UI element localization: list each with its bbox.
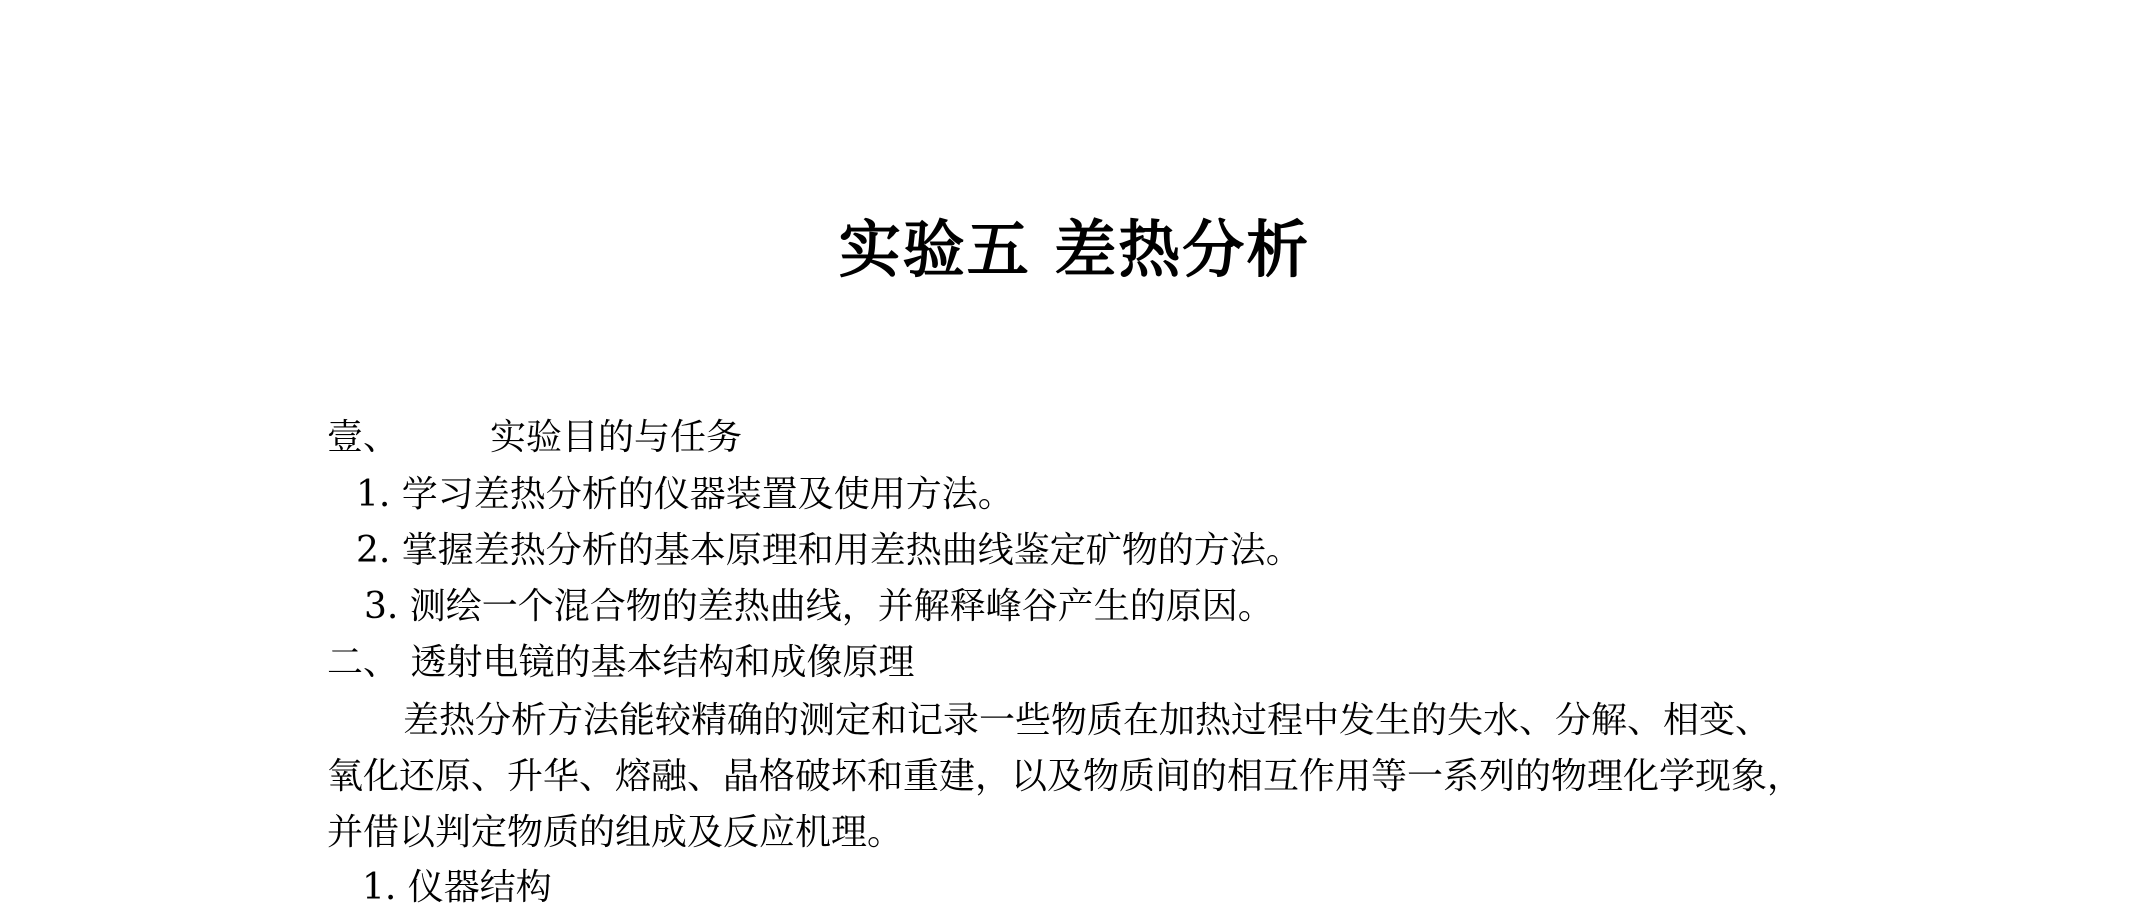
section-1-heading: 实验目的与任务 [490,417,743,458]
paragraph-line-3: 并借以判定物质的组成及反应机理。 [327,812,904,853]
section-2-heading: 二、 透射电镜的基本结构和成像原理 [327,642,915,683]
objective-item-1: 1. 学习差热分析的仪器装置及使用方法。 [356,474,1014,515]
objective-item-2: 2. 掌握差热分析的基本原理和用差热曲线鉴定矿物的方法。 [356,530,1302,571]
subsection-heading: 1. 仪器结构 [362,867,552,908]
objective-item-3: 3. 测绘一个混合物的差热曲线，并解释峰谷产生的原因。 [364,586,1274,627]
document-title: 实验五 差热分析 [838,213,1311,286]
paragraph-line-2: 氧化还原、升华、熔融、晶格破坏和重建，以及物质间的相互作用等一系列的物理化学现象， [327,756,1804,797]
section-1-number: 壹、 [327,417,400,458]
paragraph-line-1: 差热分析方法能较精确的测定和记录一些物质在加热过程中发生的失水、分解、相变、 [403,700,1772,741]
